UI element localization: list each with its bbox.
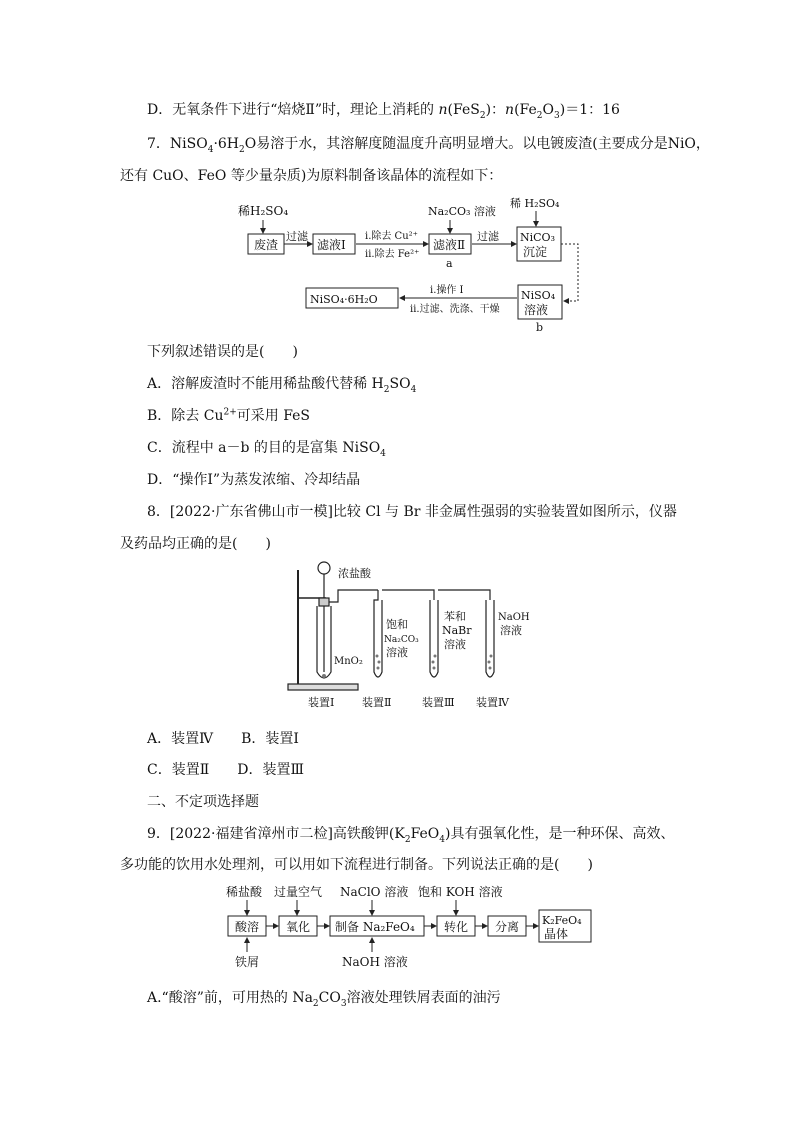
- q7-option-d: D．“操作Ⅰ”为蒸发浓缩、冷却结晶: [147, 472, 361, 488]
- q7-option-c: C．流程中 a－b 的目的是富集 NiSO$_4$: [147, 440, 386, 459]
- reagent-dilute-hcl: 稀盐酸: [226, 885, 263, 899]
- label-mno2: MnO₂: [334, 656, 363, 667]
- label-device-3: 装置Ⅲ: [422, 696, 455, 709]
- label-filter-2: 过滤: [477, 230, 499, 243]
- label-tube4-line1: NaOH: [498, 612, 530, 623]
- label-device-1: 装置Ⅰ: [308, 696, 335, 709]
- reagent-naoh: NaOH 溶液: [342, 955, 408, 969]
- q8-stem-line2: 及药品均正确的是( ): [120, 536, 271, 552]
- reagent-na2co3: Na₂CO₃ 溶液: [428, 205, 496, 218]
- q9-option-a: A.“酸溶”前，可用热的 $Na_2CO_3$溶液处理铁屑表面的油污: [147, 990, 501, 1009]
- step-remove-fe: ⅱ.除去 Fe²⁺: [365, 249, 420, 260]
- q7-option-a: A．溶解废渣时不能用稀盐酸代替稀 $H_2SO_4$: [147, 376, 417, 395]
- q8-stem-line1: 8．[2022·广东省佛山市一模]比较 Cl 与 Br 非金属性强弱的实验装置如图所示，仪器: [147, 504, 677, 520]
- box-nico3-line1: NiCO₃: [520, 231, 555, 244]
- reagent-sat-koh: 饱和 KOH 溶液: [418, 885, 503, 899]
- label-tube4-line2: 溶液: [500, 624, 522, 637]
- box-waste-residue: 废渣: [254, 238, 279, 252]
- q8-options-row1: A．装置Ⅳ B．装置Ⅰ: [147, 731, 299, 747]
- q9-stem-line1: 9．[2022·福建省漳州市二检]高铁酸钾$(K_2FeO_4)$具有强氧化性，是一种环保、高效、: [147, 826, 675, 845]
- box-niso4-line2: 溶液: [524, 303, 549, 317]
- mark-b: b: [536, 321, 544, 334]
- box-niso4-line1: NiSO₄: [521, 289, 556, 302]
- label-device-4: 装置Ⅳ: [476, 696, 509, 709]
- box-acid-dissolve: 酸溶: [235, 920, 260, 934]
- box-filtrate-1: 滤液Ⅰ: [317, 238, 346, 252]
- q7-stem-line1: 7．$NiSO_4\cdot 6H_2O$易溶于水，其溶解度随温度升高明显增大。以电镀废渣(主要成分是NiO，: [147, 136, 710, 155]
- reagent-dilute-h2so4-2: 稀 H₂SO₄: [510, 197, 560, 210]
- box-separate: 分离: [495, 920, 520, 934]
- flow-diagram-q9: [222, 882, 602, 974]
- label-conc-hcl: 浓盐酸: [338, 567, 371, 580]
- reagent-naclo: NaClO 溶液: [340, 885, 409, 899]
- q7-stem-line2: 还有 CuO、FeO 等少量杂质)为原料制备该晶体的流程如下：: [120, 168, 503, 184]
- operation-i: ⅰ.操作 Ⅰ: [430, 285, 464, 296]
- label-filter-1: 过滤: [286, 230, 308, 243]
- label-device-2: 装置Ⅱ: [362, 696, 392, 709]
- label-tube3-line3: 溶液: [444, 638, 466, 651]
- label-tube3-line1: 苯和: [444, 610, 466, 623]
- box-product-k2feo4-line2: 晶体: [544, 927, 569, 941]
- label-tube2-line3: 溶液: [386, 646, 408, 659]
- q9-stem-line2: 多功能的饮用水处理剂，可以用如下流程进行制备。下列说法正确的是( ): [120, 857, 593, 873]
- box-oxidation: 氧化: [286, 920, 311, 934]
- apparatus-diagram-q8: [282, 560, 530, 712]
- q8-options-row2: C．装置Ⅱ D．装置Ⅲ: [147, 762, 304, 778]
- label-tube2-line2: Na₂CO₃: [384, 635, 419, 645]
- q7-question: 下列叙述错误的是( ): [147, 344, 298, 360]
- section-heading-multiple-choice: 二、不定项选择题: [147, 794, 259, 810]
- reagent-iron-filings: 铁屑: [235, 955, 260, 969]
- flow-diagram-q7: [230, 193, 590, 333]
- mark-a: a: [446, 257, 453, 270]
- box-filtrate-2: 滤液Ⅱ: [433, 238, 466, 252]
- step-remove-cu: ⅰ.除去 Cu²⁺: [365, 231, 418, 242]
- label-tube3-line2: NaBr: [442, 624, 472, 637]
- box-nico3-line2: 沉淀: [523, 245, 548, 259]
- reagent-excess-air: 过量空气: [274, 885, 323, 899]
- box-prepare-na2feo4: 制备 Na₂FeO₄: [335, 920, 415, 934]
- box-product-k2feo4-line1: K₂FeO₄: [542, 914, 582, 927]
- operation-ii: ⅱ.过滤、洗涤、干燥: [410, 304, 500, 315]
- reagent-dilute-h2so4: 稀H₂SO₄: [238, 204, 289, 218]
- q7-option-b: B．除去 $Cu^{2+}$可采用 FeS: [147, 407, 311, 424]
- box-convert: 转化: [444, 920, 469, 934]
- box-product-niso4-6h2o: NiSO₄·6H₂O: [310, 293, 378, 306]
- q6-option-d: D．无氧条件下进行“焙烧Ⅱ”时，理论上消耗的 n(FeS$_2$)：$n(Fe_2O_3)=1$：16: [147, 102, 620, 121]
- label-tube2-line1: 饱和: [386, 618, 408, 631]
